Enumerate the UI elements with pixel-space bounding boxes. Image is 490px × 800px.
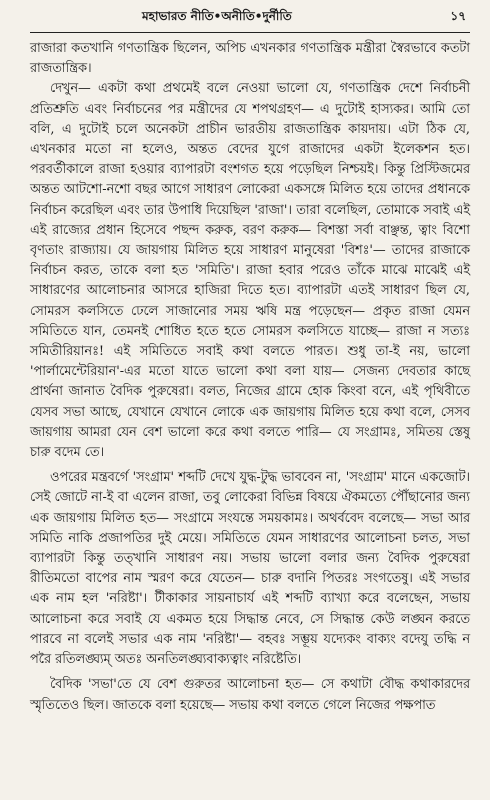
running-header xyxy=(30,8,470,28)
page-number: ১৭ xyxy=(450,9,466,23)
body-text xyxy=(30,39,470,716)
paragraph: দেখুন— একটা কথা প্রথমেই বলে নেওয়া ভালো যে, গণতান্ত্রিক দেশে নির্বাচনী প্রতিশ্রুতি এবং নির্বাচনের পর মন্ত্রীদের যে শপথগ্রহণ— এ দুটোই হাস্যকর। আমি তো বলি, এ দুটোই চলে অনেকটা প্রাচীন ভারতীয় রাজতান্ত্রিক কায়দায়। এটা ঠিক যে, এখনকার মতো না হলেও, অন্তত বেদের যুগে রাজাদের একটা ইলেকশন হত। পরবর্তীকালে রাজা হওয়ার ব্যাপারটা বংশগত হয়ে পড়েছিল নিশ্চয়ই। কিন্তু প্রিস্টিজমের অন্তত আটশো-নশো বছর আগে সাধারণ লোকেরা একসঙ্গে মিলিত হয়ে তাদের প্রধানকে নির্বাচন করেছিল এবং তার উপাধি দিয়েছিল 'রাজা'। তারা বলেছিল, তোমাকে সবাই এই এই রাজ্যের প্রধান হিসেবে পছন্দ করুক, বরণ করুক— বিশস্তা সর্বা বাঞ্ছন্ত, ত্বাং বিশো বৃণতাং রাজ্যায়। যে জায়গায় মিলিত হয়ে সাধারণ মানুষেরা 'বিশঃ'— তাদের রাজাকে নির্বাচন করত, তাকে বলা হত 'সমিতি'। রাজা হবার পরেও তাঁকে মাঝে মাঝেই এই সাধারণের আলোচনার আসরে হাজিরা দিতে হত। ব্যাপারটা এতই সাধারণ ছিল যে, সোমরস কলসিতে ঢেলে সাজানোর সময় ঋষি মন্ত্র পড়েছেন— প্রকৃত রাজা যেমন সমিতিতে যান, তেমনই শোধিত হতে হতে সোমরস কলসিতে যাচ্ছে— রাজা ন সত্যঃ সমিতীরিয়ানঃ! এই সমিতিতে সবাই কথা বলতে পারত। শুধু তা-ই নয়, ভালো 'পার্লামেন্টেরিয়ান'-এর মতো যাতে ভালো কথা বলা যায়— সেজন্য দেবতার কাছে প্রার্থনা জানাত বৈদিক পুরুষেরা। বলত, নিজের গ্রামে হোক কিংবা বনে, এই পৃথিবীতে যেসব সভা আছে, যেখানে যেখানে লোকে এক জায়গায় মিলিত হয়ে কথা বলে, সেসব জায়গায় আমরা যেন বেশ ভালো করে কথা বলতে পারি— যে সংগ্রামঃ, সমিতয় স্তেষু চারু বদেম তে। xyxy=(30,81,470,461)
header-rule xyxy=(30,32,470,33)
book-title: মহাভারত নীতি•অনীতি•দুর্নীতি xyxy=(142,9,292,23)
paragraph: বৈদিক 'সভা'তে যে বেশ গুরুতর আলোচনা হত— সে কথাটা বৌদ্ধ কথাকারদের স্মৃতিতেও ছিল। জাতকে বলা হয়েছে— সভায় কথা বলতে গেলে নিজের পক্ষপাত xyxy=(30,677,470,713)
paragraph: ওপরের মন্ত্রবর্গে 'সংগ্রাম' শব্দটি দেখে যুদ্ধ-টুদ্ধ ভাববেন না, 'সংগ্রাম' মানে একজোট। সেই জোটে না-ই বা এলেন রাজা, তবু লোকেরা বিভিন্ন বিষয়ে ঐকমত্যে পৌঁছানোর জন্য এক জায়গায় মিলিত হত— সংগ্রামে সংযন্তে সময়কামঃ। অথর্ববেদ বলেছে— সভা আর সমিতি নাকি প্রজাপতির দুই মেয়ে। সমিতিতে যেমন সাধারণের আলোচনা চলত, সভা ব্যাপারটা কিন্তু তত্খানি সাধারণ নয়। সভায় ভালো বলার জন্য বৈদিক পুরুষেরা রীতিমতো বাপের নাম স্মরণ করে যেতেন— চারু বদানি পিতরঃ সংগতেষু। এই সভার এক নাম হল 'নরিষ্টা'। টীকাকার সায়নাচার্য এই শব্দটি ব্যাখ্যা করে বলেছেন, সভায় আলোচনা করে সবাই যে একমত হয়ে সিদ্ধান্ত নেবে, সে সিদ্ধান্ত কেউ লঙ্ঘন করতে পারবে না বলেই সভার এক নাম 'নরিষ্টা'— বহবঃ সম্ভূয় যদ্যেকং বাক্যং বদেযু তদ্ধি ন পরৈ রতিলঙ্ঘ্যম্ অতঃ অনতিলঙ্ঘ্যবাক্যত্বাং নরিষ্টেতি। xyxy=(30,470,470,668)
paragraph-continued: রাজারা কতখানি গণতান্ত্রিক ছিলেন, অপিচ এখনকার গণতান্ত্রিক মন্ত্রীরা স্বৈরভাবে কতটা রাজতান্ত্রিক। xyxy=(30,41,470,77)
